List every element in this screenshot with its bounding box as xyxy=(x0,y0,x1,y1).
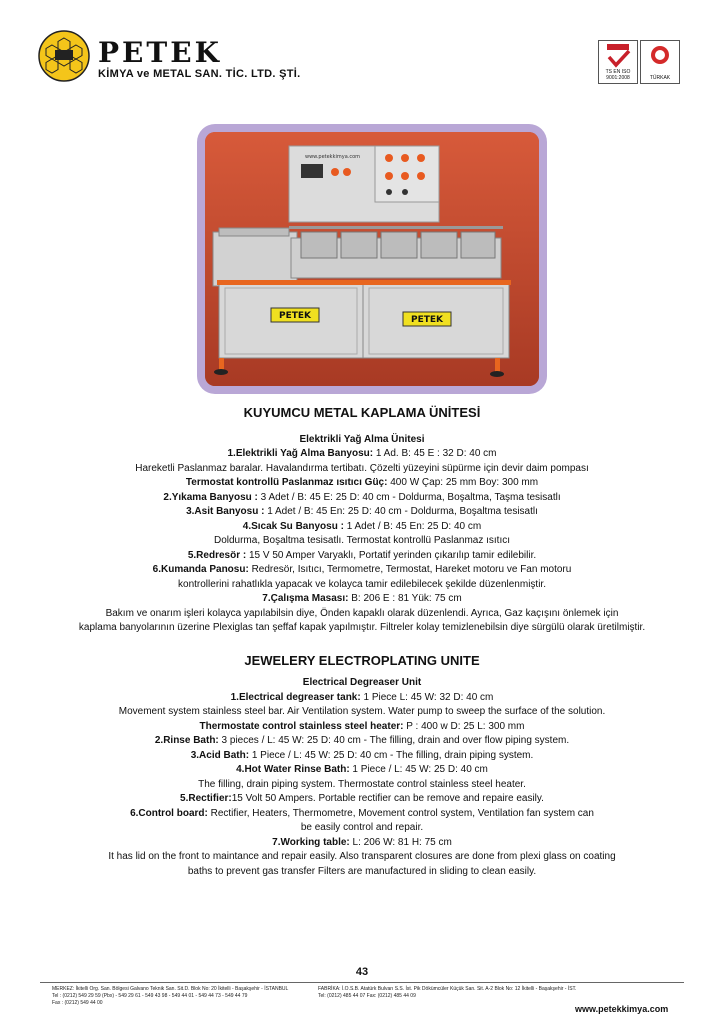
turkish-line-5-bold: 3.Asit Banyosu : xyxy=(186,506,265,517)
english-line-10: be easily control and repair. xyxy=(300,822,424,833)
english-line-9 xyxy=(40,807,684,822)
turkish-line-7: Doldurma, Boşaltma tesisatlı. Termostat kontrollü Paslanmaz ısıtıcı xyxy=(213,535,511,546)
turkish-line-6-text: 1 Adet / B: 45 En: 25 D: 40 cm xyxy=(343,520,482,532)
website-link[interactable]: www.petekkimya.com xyxy=(575,1004,669,1014)
turkish-line-9-bold: 6.Kumanda Panosu: xyxy=(152,564,249,575)
english-line-4-bold: 2.Rinse Bath: xyxy=(154,735,219,746)
turkish-line-8 xyxy=(40,549,684,564)
turkish-line-5 xyxy=(40,505,684,520)
brand-subtitle: KİMYA ve METAL SAN. TİC. LTD. ŞTİ. xyxy=(98,68,301,80)
turkish-line-11 xyxy=(40,592,684,607)
english-line-6-text: 1 Piece / L: 45 W: 25 D: 40 cm xyxy=(349,764,488,775)
electroplating-machine-image xyxy=(205,132,539,386)
footer-divider xyxy=(40,982,684,983)
turkish-line-3-text: 400 W Çap: 25 mm Boy: 300 mm xyxy=(387,477,539,488)
english-line-1-bold: 1.Electrical degreaser tank: xyxy=(230,691,361,703)
english-line-6-bold: 4.Hot Water Rinse Bath: xyxy=(236,764,350,775)
footer-hq-address: MERKEZ: İkitelli Org. San. Bölgesi Galvano Teknik San. Sit.D. Blok No: 20 İkitelli - Başakşehir - İSTANBUL xyxy=(52,986,289,992)
turkish-line-5-text: 1 Adet / B: 45 En: 25 D: 40 cm - Doldurma, Boşaltma tesisatlı xyxy=(264,506,538,517)
turkak-badge xyxy=(640,40,680,84)
english-line-11-bold: 7.Working table: xyxy=(272,836,350,848)
document-body xyxy=(40,406,684,879)
english-line-5-bold: 3.Acid Bath: xyxy=(190,749,250,761)
footer-factory-address: FABRİKA: İ.O.S.B. Atatürk Bulvarı S.S. İst. Pik Dökümcüler Küçük San. Sit. A-2 Blok No: 12 İkitelli - Başakşehir - İST. xyxy=(318,986,577,992)
turkish-line-9-text: Redresör, Isıtıcı, Termometre, Termostat, Hareket motoru ve Fan motoru xyxy=(248,564,572,575)
footer-hq-phone: Tel : (0212) 549 29 59 (Pbx) - 549 29 61 - 549 43 98 - 549 44 01 - 549 44 73 - 549 44 79 xyxy=(52,993,248,999)
english-line-3 xyxy=(40,720,684,735)
english-line-3-text: P : 400 w D: 25 L: 300 mm xyxy=(403,720,525,732)
english-line-1 xyxy=(40,691,684,706)
turkish-line-9 xyxy=(40,563,684,578)
english-line-12: It has lid on the front to maintance and repair easily. Also transparent closures are done from plexi glass on coating xyxy=(108,851,616,862)
turkish-line-3-bold: Termostat kontrollü Paslanmaz ısıtıcı Güç: xyxy=(185,477,388,488)
turkish-line-4 xyxy=(40,491,684,506)
turkish-line-6 xyxy=(40,520,684,535)
turkish-title: KUYUMCU METAL KAPLAMA ÜNİTESİ xyxy=(243,405,481,420)
turkish-line-4-text: 3 Adet / B: 45 E: 25 D: 40 cm - Doldurma, Boşaltma, Taşma tesisatlı xyxy=(257,491,561,503)
turkish-line-1-text: 1 Ad. B: 45 E : 32 D: 40 cm xyxy=(373,448,497,459)
turkish-line-13: kaplama banyolarının üzerine Plexiglas tan şeffaf kapak yapılmıştır. Filtreler kolay temizlenebilsin diye sürgülü olarak üretilmiştir. xyxy=(78,622,646,633)
panel-url: www.petekkimya.com xyxy=(305,154,361,160)
turkish-line-1-bold: 1.Elektrikli Yağ Alma Banyosu: xyxy=(227,448,374,459)
english-line-7: The filling, drain piping system. Thermostate control stainless steel heater. xyxy=(198,778,526,790)
turkish-line-8-bold: 5.Redresör : xyxy=(187,549,247,561)
turkish-line-3 xyxy=(40,476,684,491)
english-line-9-text: Rectifier, Heaters, Thermometre, Movement control system, Ventilation fan system can xyxy=(207,807,594,819)
english-subtitle: Electrical Degreaser Unit xyxy=(302,677,422,688)
turkish-line-11-bold: 7.Çalışma Masası: xyxy=(262,593,349,604)
english-line-9-bold: 6.Control board: xyxy=(130,807,208,819)
footer-headquarters xyxy=(52,986,314,1007)
iso-certificate-badge xyxy=(598,40,638,84)
page-number: 43 xyxy=(355,966,369,978)
turkish-line-4-bold: 2.Yıkama Banyosu : xyxy=(163,491,258,503)
english-line-2: Movement system stainless steel bar. Air Ventilation system. Water pump to sweep the surface of the solution. xyxy=(118,706,606,717)
english-line-6 xyxy=(40,763,684,778)
english-line-11 xyxy=(40,836,684,851)
turkish-line-8-text: 15 V 50 Amper Varyaklı, Portatif yerinden çıkarılıp tamir edilebilir. xyxy=(246,549,537,561)
turkish-subtitle: Elektrikli Yağ Alma Ünitesi xyxy=(299,433,425,445)
english-title: JEWELERY ELECTROPLATING UNITE xyxy=(244,652,480,668)
english-line-8-bold: 5.Rectifier: xyxy=(180,793,232,804)
english-line-5-text: 1 Piece / L: 45 W: 25 D: 40 cm - The filling, drain piping system. xyxy=(249,749,534,761)
iso-certificate-text: TS EN ISO 9001:2008 xyxy=(605,69,631,81)
turkish-line-2: Hareketli Paslanmaz baralar. Havalandırma tertibatı. Çözelti yüzeyini süpürme için devir daim pompası xyxy=(135,462,589,474)
product-photo xyxy=(205,132,539,386)
english-line-3-bold: Thermostate control stainless steel heater: xyxy=(199,720,404,732)
footer-hq-fax: Fax : (0212) 549 44 00 xyxy=(52,1000,103,1006)
english-line-4-text: 3 pieces / L: 45 W: 25 D: 40 cm - The filling, drain and over flow piping system. xyxy=(218,735,570,746)
turkish-line-11-text: B: 206 E : 81 Yük: 75 cm xyxy=(348,593,462,604)
english-line-11-text: L: 206 W: 81 H: 75 cm xyxy=(349,836,452,848)
footer-factory xyxy=(318,986,618,1000)
footer-factory-phone: Tel: (0212) 485 44 07 Fax: (0212) 485 44 09 xyxy=(318,993,416,999)
turkak-seal-icon xyxy=(641,41,679,71)
machine-label-left: PETEK xyxy=(278,311,312,321)
turkish-line-12: Bakım ve onarım işleri kolayca yapılabilsin diye, Önden kapaklı olarak düzenlendi. Ayrıca, Gaz kaçışını önlemek için xyxy=(105,607,619,619)
english-line-1-text: 1 Piece L: 45 W: 32 D: 40 cm xyxy=(360,691,494,703)
turkak-text: TÜRKAK xyxy=(649,75,671,81)
turkish-line-10: kontrollerini rahatlıkla yapacak ve kolayca tamir edilebilecek şekilde düzenlenmiştir. xyxy=(178,578,546,590)
machine-label-right: PETEK xyxy=(410,315,444,325)
english-line-8 xyxy=(40,792,684,807)
english-line-13: baths to prevent gas transfer Filters are manufactured in sliding to clean easily. xyxy=(187,865,537,877)
page-header xyxy=(0,0,724,100)
brand-name: PETEK xyxy=(98,36,222,69)
petek-logo-icon xyxy=(38,30,90,82)
turkish-line-1 xyxy=(40,447,684,462)
section-spacer xyxy=(40,636,684,650)
english-line-4 xyxy=(40,734,684,749)
english-line-5 xyxy=(40,749,684,764)
turkish-line-6-bold: 4.Sıcak Su Banyosu : xyxy=(242,520,344,532)
english-line-8-text: 15 Volt 50 Ampers. Portable rectifier can be remove and repaire easily. xyxy=(231,793,544,804)
check-mark-icon xyxy=(599,41,637,71)
